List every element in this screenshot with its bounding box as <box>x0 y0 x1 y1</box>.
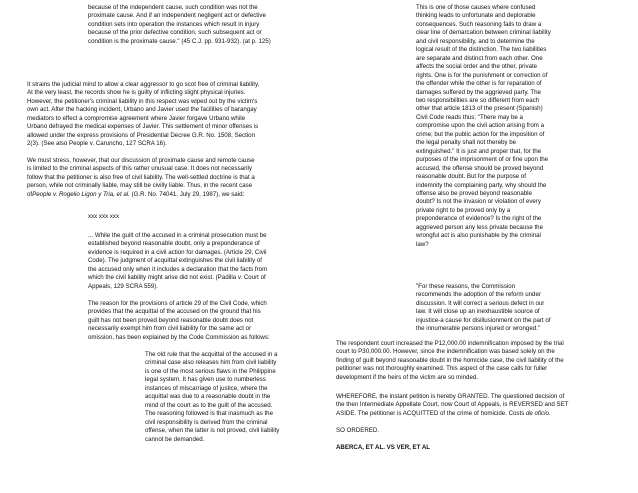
paragraph-proximate-cause-text: We must stress, however, that our discussion of proximate cause and remote cause is limited to the criminal aspects of this rather unusual case. It does not necessarily follow that the petitioner is also free of civil liability. The well-settled doctrine is that a person, while not criminally liable, may still be civilly liable. Thus, in the recent case of <box>27 157 255 198</box>
case-citation: People v. Rogelio Ligon y Tria, et al. <box>32 190 130 198</box>
next-case-heading: ABERCA, ET AL. VS VER, ET AL <box>336 444 431 451</box>
so-ordered: SO ORDERED. <box>336 427 379 434</box>
quote-commission-recommendation: "For these reasons, the Commission recommends the adoption of the reform under discussion. It will correct a serious defect in our law. It will close up an inexhaustible source of injustice-a cause for disillusionment on the part of the innumerable persons injured or wronged." <box>416 283 551 333</box>
costs-de-oficio: de oficio <box>525 409 549 417</box>
quote-guilt: ... While the guilt of the accused in a criminal prosecution must be established beyond reasonable doubt, only a preponderance of evidence is required in a civil action for damages. (Article 29, Civil Code). The judgment of acquittal extinguishes the civil liability of the accused only when it includes a declaration that the facts from which the civil liability might arise did not exist. (Padilla v. Court of Appeals, 129 SCRA 559). <box>88 232 268 290</box>
paragraph-proximate-cause <box>27 157 255 199</box>
quote-code-commission: The reason for the provisions of article 29 of the Civil Code, which provides that the acquittal of the accused on the ground that his guilt has not been proved beyond reasonable doubt does not necessarily exempt him from civil liability for the same act or omission, has been explained by the Code Commission as follows: <box>88 300 270 341</box>
paragraph-indemnification: The respondent court increased the P12,000.00 indemnification imposed by the trial court to P30,000.00. However, since the indemnification was based solely on the finding of guilt beyond reasonable doubt in the homicide case, the civil liability of the petitioner was not thoroughly examined. This aspect of the case calls for fuller development if the heirs of the victim are so minded. <box>336 340 564 381</box>
paragraph-judicial-mind: It strains the judicial mind to allow a clear aggressor to go scot free of criminal liability. At the very least, the records show he is guilty of inflicting slight physical injuries. However, the petitioner's criminal liability in this respect was wiped out by the victim's own act. After the hacking incident, Urbano and Javier used the facilities of barangay mediators to effect a compromise agreement where Javier forgave Urbano while Urbano defrayed the medical expenses of Javier. This settlement of minor offenses is allowed under the express provisions of Presidential Decree G.R. No. 1508, Section 2(3). (See also People v. Caruncho, 127 SCRA 16). <box>27 81 260 148</box>
quote-continuation: because of the independent cause, such condition was not the proximate cause. And if an independent negligent act or defective condition sets into operation the instances which result in injury because of the prior defective condition, such subsequent act or condition is the proximate cause." (45 C.J. pp. 931-932). (at p. 125) <box>88 4 271 45</box>
quote-old-rule: The old rule that the acquittal of the accused in a criminal case also releases him from civil liability is one of the most serious flaws in the Philippine legal system. It has given use to numberless instances of miscarriage of justice, where the acquittal was due to a reasonable doubt in the mind of the court as to the guilt of the accused. The reasoning followed is that inasmuch as the civil responsibility is derived from the criminal offense, when the latter is not proved, civil liability cannot be demanded. <box>145 351 280 443</box>
paragraph-wherefore-end: . <box>548 409 551 417</box>
paragraph-proximate-cause-tail: (G.R. No. 74041, July 29, 1987), we said: <box>129 190 245 198</box>
quote-civil-code: This is one of those causes where confused thinking leads to unfortunate and deplorable consequences. Such reasoning fails to draw a clear line of demarcation between criminal liability and civil responsibility, and to determine the logical result of the distinction. The two liabilities are separate and distinct from each other. One affects the social order and the other, private rights. One is for the punishment or correction of the offender while the other is for reparation of damages suffered by the aggrieved party. The two responsibilities are so different from each other that article 1813 of the present (Spanish) Civil Code reads thus: "There may be a compromise upon the civil action arising from a crime; but the public action for the imposition of the legal penalty shall not thereby be extinguished." It is just and proper that, for the purposes of the imprisonment of or fine upon the accused, the offense should be proved beyond reasonable doubt. But for the purpose of indemnity the complaining party, why should the offense also be proved beyond reasonable doubt? Is not the invasion or violation of every private right to be proved only by a preponderance of evidence? Is the right of the aggrieved person any less private because the wrongful act is also punishable by the criminal law? <box>416 4 551 248</box>
paragraph-wherefore <box>336 393 568 418</box>
ellipsis-marker: xxx xxx xxx <box>88 213 120 220</box>
paragraph-wherefore-text: WHEREFORE, the instant petition is hereby GRANTED. The questioned decision of the then Intermediate Appellate Court, now Court of Appeals, is REVERSED and SET ASIDE. The petitioner is ACQUITTED of the crime of homicide. Costs <box>336 393 569 417</box>
